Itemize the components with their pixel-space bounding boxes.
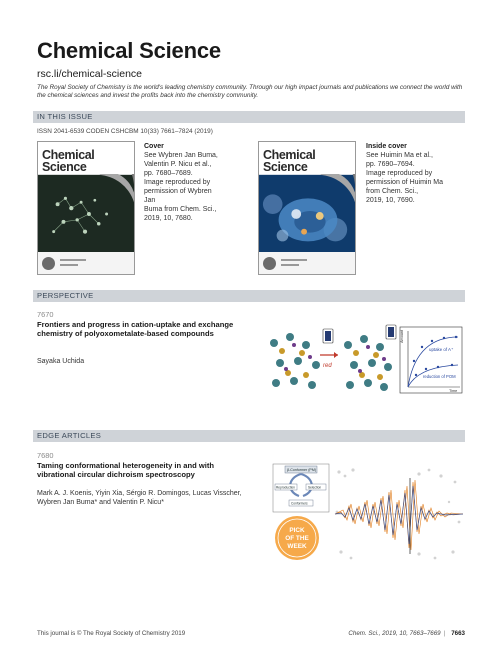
rsc-seal-icon — [42, 257, 55, 270]
issn-line: ISSN 2041-6539 CODEN CSHCBM 10(33) 7661–7824 (2019) — [37, 128, 213, 135]
section-header-edge-articles: EDGE ARTICLES — [33, 430, 465, 442]
polyoxometalate-lattice-left — [270, 333, 320, 389]
rsc-seal-icon — [263, 257, 276, 270]
inside-cover-caption: Inside cover See Huimin Ma et al., pp. 7690–7694. Image reproduced by permission of Huimin Ma from Chem. Sci., 2019, 10, 7690. — [366, 143, 444, 204]
footer-page-number: 7663 — [451, 630, 465, 637]
selection-label: Selection — [308, 485, 322, 490]
selection-cycle-diagram — [273, 464, 329, 512]
section-header-in-this-issue: IN THIS ISSUE — [33, 111, 465, 123]
footer-copyright: This journal is © The Royal Society of Chemistry 2019 — [37, 630, 186, 637]
cover-art-cells — [259, 174, 355, 254]
curve-label-reduction: reduction of POM — [423, 374, 456, 379]
svg-text:WEEK: WEEK — [287, 543, 307, 550]
article-title[interactable]: Frontiers and progress in cation-uptake and exchange chemistry of polyoxometalate-based compounds — [37, 320, 234, 339]
svg-text:PICK: PICK — [289, 527, 305, 534]
journal-title: Chemical Science — [37, 38, 221, 63]
curve-label-uptake: uptake of A⁺ — [429, 347, 454, 352]
polyoxometalate-lattice-right — [344, 335, 392, 391]
front-cover-image[interactable] — [37, 141, 135, 275]
pick-of-the-week-badge — [275, 516, 319, 560]
journal-url[interactable]: rsc.li/chemical-science — [37, 68, 143, 80]
conformers-label: Conformers — [291, 501, 308, 506]
article-title[interactable]: Taming conformational heterogeneity in and with vibrational circular dichroism spectroscopy — [37, 461, 215, 480]
reproduction-label: Reproduction — [276, 485, 295, 490]
inside-cover-image[interactable] — [258, 141, 356, 275]
conformer-box-label: β-Conformer (PM) — [287, 468, 317, 473]
footer-citation: Chem. Sci., 2019, 10, 7663–7669 | 7663 — [348, 630, 465, 637]
cover-art-molecules — [38, 174, 134, 254]
cover-art-title: Chemical Science — [263, 148, 316, 174]
svg-text:OF THE: OF THE — [285, 535, 309, 542]
red-label: red — [323, 363, 332, 369]
section-header-perspective: PERSPECTIVE — [33, 290, 465, 302]
edge-article-toc-graphic — [269, 462, 465, 566]
article-authors: Sayaka Uchida — [37, 358, 85, 365]
article-page-number[interactable]: 7680 — [37, 451, 54, 460]
x-axis-label: Time — [449, 389, 458, 393]
article-page-number[interactable]: 7670 — [37, 310, 54, 319]
journal-description: The Royal Society of Chemistry is the world's leading chemistry community. Through our high impact journals and publications we connect the world with the chemical sciences and invest the profits back into the chemistry community. — [37, 84, 463, 100]
article-authors: Mark A. J. Koenis, Yiyin Xia, Sérgio R. Domingos, Lucas Visscher, Wybren Jan Buma* and Valentin P. Nicu* — [37, 490, 242, 506]
cover-caption: Cover See Wybren Jan Buma, Valentin P. Nicu et al., pp. 7680–7689. Image reproduced by permission of Wybren Jan Buma from Chem. Sci., 2019, 10, 7680. — [144, 143, 218, 222]
footer-citation-text: Chem. Sci., 2019, 10, 7663–7669 — [348, 630, 441, 637]
uptake-plot — [400, 327, 462, 393]
cover-art-title: Chemical Science — [42, 148, 95, 174]
y-axis-label: Amount — [400, 329, 404, 343]
perspective-toc-graphic — [266, 323, 466, 401]
